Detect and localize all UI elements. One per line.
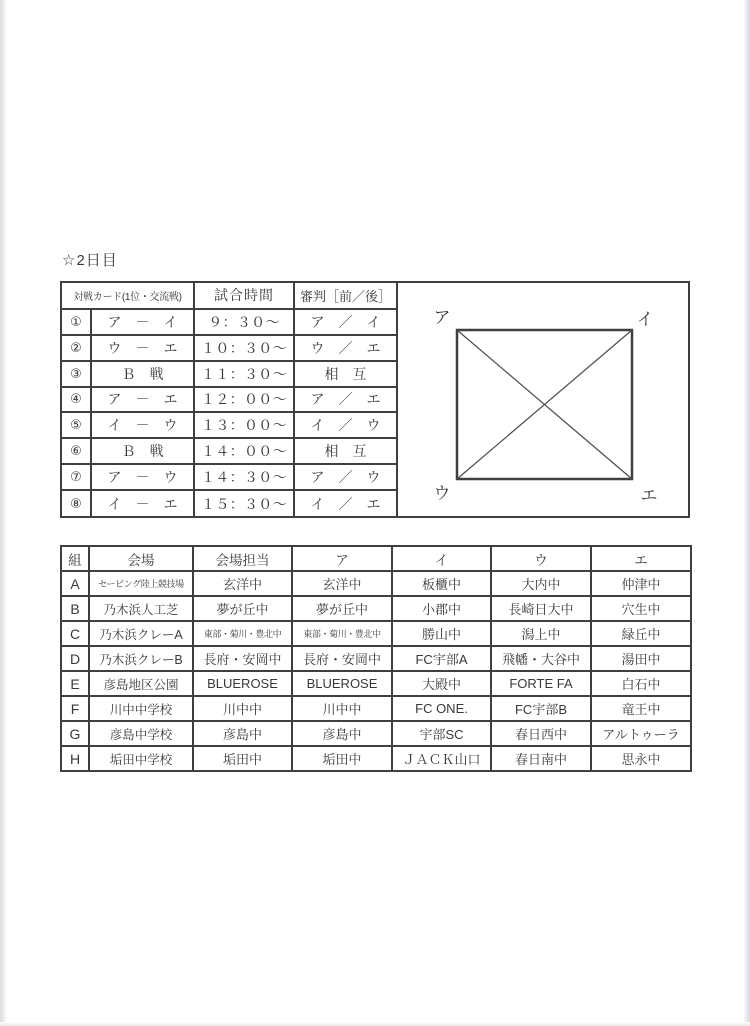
venue-manager: 長府・安岡中 xyxy=(193,646,292,671)
schedule-block xyxy=(60,281,690,518)
match-referee: ア ／ エ xyxy=(294,387,396,413)
team-i: 大殿中 xyxy=(392,671,491,696)
team-u: 飛幡・大谷中 xyxy=(491,646,591,671)
schedule-row-5 xyxy=(62,412,396,438)
photo-edge-left xyxy=(0,0,7,1026)
diagram-label-a: ア xyxy=(433,308,451,327)
diagram-label-u: ウ xyxy=(433,484,451,503)
match-card: ア － イ xyxy=(91,309,194,335)
team-a: 東部・菊川・豊北中 xyxy=(292,621,392,646)
venue-manager: 彦島中 xyxy=(193,721,292,746)
match-no: ⑧ xyxy=(62,490,91,516)
match-time: １１：３０～ xyxy=(194,361,294,387)
venue-row-H xyxy=(61,746,691,771)
team-i: 板櫃中 xyxy=(392,571,491,596)
team-e: 竜王中 xyxy=(591,696,691,721)
match-time: １４：００～ xyxy=(194,438,294,464)
team-i: 宇部SC xyxy=(392,721,491,746)
schedule-row-3 xyxy=(62,361,396,387)
round-robin-diagram xyxy=(396,283,688,516)
team-i: 小郡中 xyxy=(392,596,491,621)
team-e: 緑丘中 xyxy=(591,621,691,646)
match-referee: 相 互 xyxy=(294,438,396,464)
match-referee: イ ／ ウ xyxy=(294,412,396,438)
group-letter: B xyxy=(61,596,89,621)
venue-manager: 玄洋中 xyxy=(193,571,292,596)
match-time: １５：３０～ xyxy=(194,490,294,516)
venue: 川中中学校 xyxy=(89,696,193,721)
venue-row-C xyxy=(61,621,691,646)
match-no: ① xyxy=(62,309,91,335)
match-card: ア － ウ xyxy=(91,464,194,490)
match-no: ⑥ xyxy=(62,438,91,464)
venue-row-F xyxy=(61,696,691,721)
venue-row-A xyxy=(61,571,691,596)
venue: 垢田中学校 xyxy=(89,746,193,771)
match-card: ア － エ xyxy=(91,387,194,413)
group-letter: D xyxy=(61,646,89,671)
team-u: 大内中 xyxy=(491,571,591,596)
group-letter: H xyxy=(61,746,89,771)
schedule-row-2 xyxy=(62,335,396,361)
team-e: 白石中 xyxy=(591,671,691,696)
team-e: 思永中 xyxy=(591,746,691,771)
venue-row-B xyxy=(61,596,691,621)
match-card: イ － エ xyxy=(91,490,194,516)
diagram-label-i: イ xyxy=(636,310,654,329)
venue-manager: 東部・菊川・豊北中 xyxy=(193,621,292,646)
team-e: 穴生中 xyxy=(591,596,691,621)
team-u: FC宇部B xyxy=(491,696,591,721)
match-referee: イ ／ エ xyxy=(294,490,396,516)
team-a: 垢田中 xyxy=(292,746,392,771)
team-a: BLUEROSE xyxy=(292,671,392,696)
match-referee: ア ／ イ xyxy=(294,309,396,335)
team-e: アルトゥーラ xyxy=(591,721,691,746)
match-card: ウ － エ xyxy=(91,335,194,361)
team-u: 潟上中 xyxy=(491,621,591,646)
venue: セービング陸上競技場 xyxy=(89,571,193,596)
match-referee: ア ／ ウ xyxy=(294,464,396,490)
match-schedule-table xyxy=(62,283,396,516)
match-card: イ － ウ xyxy=(91,412,194,438)
team-i: ＪＡＣＫ山口 xyxy=(392,746,491,771)
team-a: 川中中 xyxy=(292,696,392,721)
team-a: 玄洋中 xyxy=(292,571,392,596)
schedule-row-4 xyxy=(62,387,396,413)
header-slot-e: エ xyxy=(591,546,691,571)
page-title: ☆2日目 xyxy=(62,252,118,269)
schedule-row-6 xyxy=(62,438,396,464)
venue-manager: 垢田中 xyxy=(193,746,292,771)
header-venue: 会場 xyxy=(89,546,193,571)
venue-assignment-table xyxy=(60,545,692,772)
schedule-header-row xyxy=(62,283,396,309)
group-letter: A xyxy=(61,571,89,596)
team-u: FORTE FA xyxy=(491,671,591,696)
match-time: １０：３０～ xyxy=(194,335,294,361)
team-e: 仲津中 xyxy=(591,571,691,596)
venue-row-E xyxy=(61,671,691,696)
match-no: ③ xyxy=(62,361,91,387)
team-i: 勝山中 xyxy=(392,621,491,646)
match-time: １２：００～ xyxy=(194,387,294,413)
team-u: 長崎日大中 xyxy=(491,596,591,621)
pitch-diagram-svg xyxy=(398,283,690,516)
header-match-time: 試合時間 xyxy=(194,283,294,309)
header-slot-a: ア xyxy=(292,546,392,571)
group-letter: E xyxy=(61,671,89,696)
schedule-row-8 xyxy=(62,490,396,516)
match-no: ② xyxy=(62,335,91,361)
team-a: 夢が丘中 xyxy=(292,596,392,621)
match-time: １４：３０～ xyxy=(194,464,294,490)
team-i: FC宇部A xyxy=(392,646,491,671)
match-referee: ウ ／ エ xyxy=(294,335,396,361)
diagram-label-e: エ xyxy=(640,486,658,505)
team-a: 彦島中 xyxy=(292,721,392,746)
venue: 彦島中学校 xyxy=(89,721,193,746)
group-letter: G xyxy=(61,721,89,746)
venue-manager: BLUEROSE xyxy=(193,671,292,696)
venue-header-row xyxy=(61,546,691,571)
header-slot-u: ウ xyxy=(491,546,591,571)
photo-edge-bottom xyxy=(0,1022,750,1026)
schedule-row-7 xyxy=(62,464,396,490)
venue-row-G xyxy=(61,721,691,746)
match-no: ④ xyxy=(62,387,91,413)
venue-manager: 川中中 xyxy=(193,696,292,721)
venue: 乃木浜クレーA xyxy=(89,621,193,646)
header-referee: 審判［前／後］ xyxy=(294,283,396,309)
team-u: 春日南中 xyxy=(491,746,591,771)
team-i: FC ONE. xyxy=(392,696,491,721)
match-card: Ｂ 戦 xyxy=(91,438,194,464)
match-no: ⑦ xyxy=(62,464,91,490)
match-time: ９：３０～ xyxy=(194,309,294,335)
venue: 乃木浜クレーB xyxy=(89,646,193,671)
team-a: 長府・安岡中 xyxy=(292,646,392,671)
photo-edge-right xyxy=(743,0,750,1026)
header-match-card: 対戦カード(1位・交流戦) xyxy=(62,283,194,309)
team-e: 湯田中 xyxy=(591,646,691,671)
group-letter: F xyxy=(61,696,89,721)
header-slot-i: イ xyxy=(392,546,491,571)
match-no: ⑤ xyxy=(62,412,91,438)
group-letter: C xyxy=(61,621,89,646)
venue-row-D xyxy=(61,646,691,671)
match-card: Ｂ 戦 xyxy=(91,361,194,387)
venue: 彦島地区公園 xyxy=(89,671,193,696)
match-time: １３：００～ xyxy=(194,412,294,438)
schedule-row-1 xyxy=(62,309,396,335)
team-u: 春日西中 xyxy=(491,721,591,746)
header-group: 組 xyxy=(61,546,89,571)
venue-manager: 夢が丘中 xyxy=(193,596,292,621)
match-referee: 相 互 xyxy=(294,361,396,387)
venue: 乃木浜人工芝 xyxy=(89,596,193,621)
header-venue-manager: 会場担当 xyxy=(193,546,292,571)
